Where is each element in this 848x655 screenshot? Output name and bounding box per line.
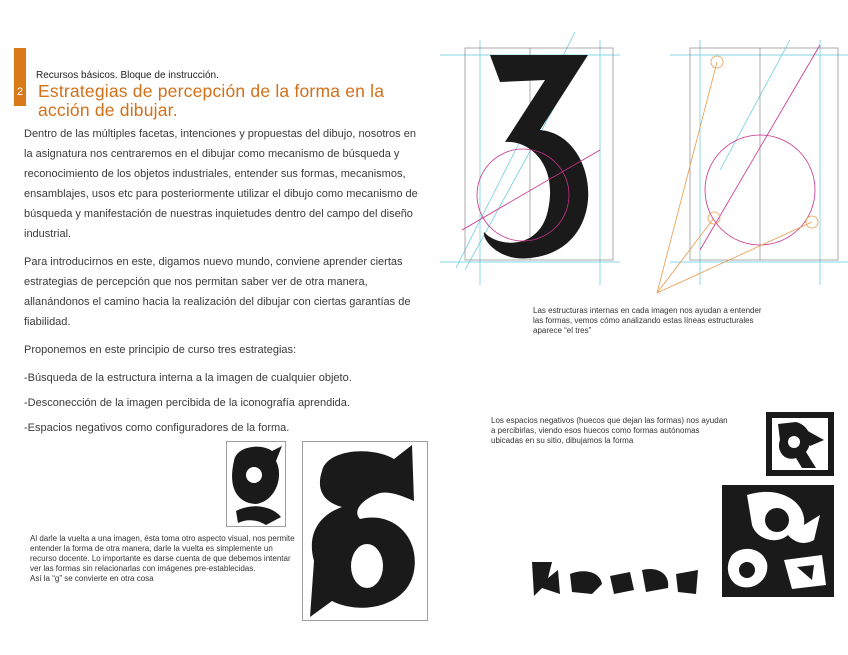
caption-structure: Las estructuras internas en cada imagen nos ayudan a entender las formas, vemos cómo analizando estas líneas estructurales aparece “el tres”	[533, 306, 762, 335]
paragraph-proposal: Proponemos en este principio de curso tres estrategias:	[24, 344, 297, 356]
paragraph-intro: Dentro de las múltiples facetas, intenciones y propuestas del dibujo, nosotros en la asignatura nos centraremos en el dibujar como mecanismo de búsqueda y reconocimiento de los objetos industriales, entender sus formas, mecanismos, ensamblajes, usos etc para posteriormente utilizar el dibujo como mecanismo de búsqueda y manifestación de nuestras inquietudes dentro del campo del diseño industrial.	[24, 128, 418, 240]
paragraph-strategies: Para introducirnos en este, digamos nuevo mundo, conviene aprender ciertas estrategias de percepción que nos permitan saber ver de otra manera, allanándonos el camino hacia la realización del dibujar con ciertas garantías de fiabilidad.	[24, 256, 411, 328]
list-item: -Búsqueda de la estructura interna a la imagen de cualquier objeto.	[24, 372, 352, 384]
negative-space-small	[766, 412, 834, 476]
list-item: -Espacios negativos como configuradores de la forma.	[24, 422, 290, 434]
page-title: Estrategias de percepción de la forma en la acción de dibujar.	[38, 81, 385, 120]
list-item: -Desconección de la imagen percibida de la iconografía aprendida.	[24, 397, 350, 409]
three-glyph	[484, 55, 588, 258]
page-number: 2	[17, 86, 24, 98]
section-kicker: Recursos básicos. Bloque de instrucción.	[36, 70, 219, 81]
negative-space-strip	[530, 560, 700, 600]
rotated-g-large	[302, 441, 428, 621]
body-text	[24, 124, 424, 443]
caption-rotation: Al darle la vuelta a una imagen, ésta toma otro aspecto visual, nos permite entender la forma de otra manera, darle la vuelta es simplemente un recurso docente. Lo importante es darse cuenta de que debemos intentar ver las formas sin relacionarlas con imágenes pre-establecidas. Así la “g” se convierte en otra cosa	[30, 534, 295, 583]
three-structure-figure	[440, 30, 848, 300]
inverted-g-small	[226, 441, 286, 527]
negative-space-large	[722, 485, 834, 597]
caption-negative-space: Los espacios negativos (huecos que dejan las formas) nos ayudan a percibirlas, viendo esos huecos como formas autónomas ubicadas en su sitio, dibujamos la forma	[491, 416, 728, 445]
